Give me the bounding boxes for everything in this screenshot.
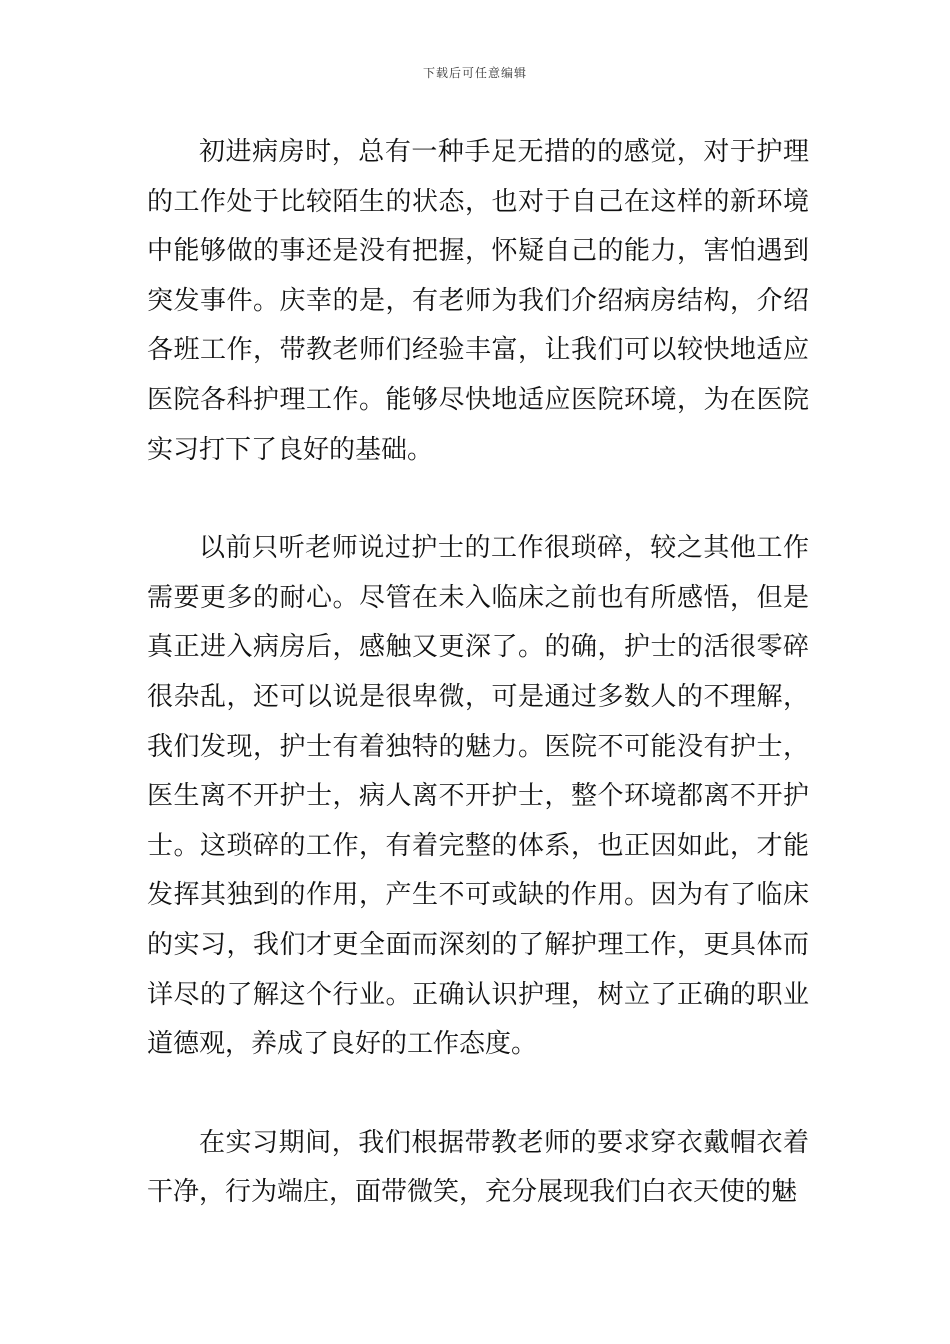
- paragraph-1: 初进病房时，总有一种手足无措的的感觉，对于护理的工作处于比较陌生的状态，也对于自己在这样的新环境中能够做的事还是没有把握，怀疑自己的能力，害怕遇到突发事件。庆幸的是，有老师为我们介绍病房结构，介绍各班工作，带教老师们经验丰富，让我们可以较快地适应医院各科护理工作。能够尽快地适应医院环境，为在医院实习打下了良好的基础。: [147, 137, 809, 465]
- paragraph-2: 以前只听老师说过护士的工作很琐碎，较之其他工作需要更多的耐心。尽管在未入临床之前也有所感悟，但是真正进入病房后，感触又更深了。的确，护士的活很零碎很杂乱，还可以说是很卑微，可是通过多数人的不理解，我们发现，护士有着独特的魅力。医院不可能没有护士，医生离不开护士，病人离不开护士，整个环境都离不开护士。这琐碎的工作，有着完整的体系，也正因如此，才能发挥其独到的作用，产生不可或缺的作用。因为有了临床的实习，我们才更全面而深刻的了解护理工作，更具体而详尽的了解这个行业。正确认识护理，树立了正确的职业道德观，养成了良好的工作态度。: [147, 533, 809, 1060]
- document-body: [147, 128, 809, 1267]
- page-header: 下载后可任意编辑: [422, 66, 527, 80]
- paragraph-3: 在实习期间，我们根据带教老师的要求穿衣戴帽衣着干净，行为端庄，面带微笑，充分展现我们白衣天使的魅: [147, 1127, 809, 1208]
